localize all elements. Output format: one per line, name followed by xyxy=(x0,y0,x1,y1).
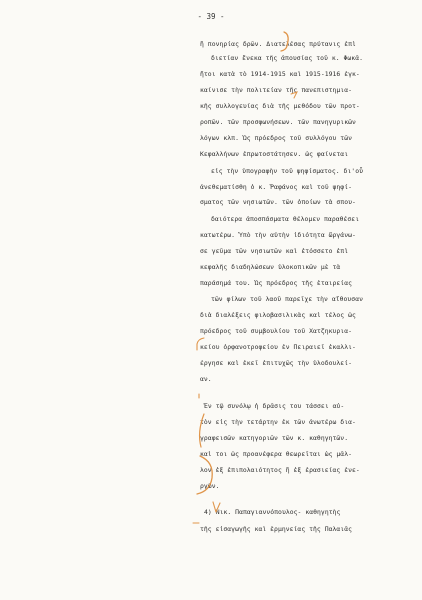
text-line-1: ἢ πονηρίας δρῶν. Διατελέσας πρύτανις ἐπὶ xyxy=(200,40,356,48)
text-line-18: διὰ διαλέξεις φιλοβασιλικὰς καὶ τέλος ὡς xyxy=(200,311,356,319)
text-line-26: καὶ τοι ὡς προανέφερα θεωρεῖται ὡς μᾶλ- xyxy=(200,450,353,458)
text-line-22: αν. xyxy=(200,375,212,383)
text-line-24: τὸν εἰς τὴν τετάρτην ἐκ τῶν ἀνωτέρω δια- xyxy=(200,418,356,426)
page-number: - 39 - xyxy=(197,12,225,21)
text-line-6: ροπῶν. τῶν προσφωνήσεων. τῶν πανηγυρικῶν xyxy=(200,118,356,126)
text-line-3: ἤτοι κατὰ τὸ 1914-1915 καὶ 1915-1916 ἐγκ- xyxy=(200,70,360,78)
text-line-2: διετίαν ἕνεκα τῆς ἀπουσίας τοῦ κ. Φωκᾶ. xyxy=(211,54,364,62)
text-line-5: κῆς συλλογευίας διὰ τῆς μεθόδου τῶν προτ- xyxy=(200,102,360,110)
text-line-14: σε γεῦμα τῶν νησιωτῶν καὶ ἐτόσσετο ἐπὶ xyxy=(200,247,349,255)
text-line-4: καίνισε τὴν πολιτείαν τῆς πανεπιστημια- xyxy=(200,86,353,94)
bracket-mark-bottom xyxy=(197,456,212,494)
arrow-mark xyxy=(213,502,220,512)
text-line-12: δαιότερα ἀποσπάσματα θέλομεν παραθέσει xyxy=(211,215,360,223)
tick-mark xyxy=(291,92,297,98)
text-line-9: εἰς τὴν ὑπογραφὴν τοῦ ψηφίσματος. δι'οὗ xyxy=(211,167,364,175)
text-line-11: σματος τῶν νησιωτῶν. τῶν ὁποίων τὰ σπου- xyxy=(200,198,356,206)
text-line-16: παράσημά του. Ὡς πρόεδρος τῆς ἑταιρείας xyxy=(200,279,353,287)
corner-mark-left xyxy=(197,338,204,350)
text-line-23: Ἐν τῷ συνόλῳ ἡ δρᾶσις του τάσσει αὐ- xyxy=(204,402,345,410)
bracket-mark-top xyxy=(281,32,288,51)
text-line-13: κατωτέρω. Ὑπὸ τὴν αὐτὴν ἰδιότητα ὤργάνω- xyxy=(200,231,356,239)
text-line-30: τῆς εἰσαγωγῆς καὶ ἑρμηνείας τῆς Παλαιᾶς xyxy=(200,525,353,533)
text-line-19: πρόεδρος τοῦ συμβουλίου τοῦ Χατζηκυρια- xyxy=(200,327,353,335)
text-line-27: λον ἐξ ἐπιπολαιότητος ἢ ἐξ ἐρασιείας ἐνε- xyxy=(200,466,360,474)
text-line-10: ἀνεθεματίσθη ὁ κ. Ῥαφάνος καὶ τοῦ ψηφί- xyxy=(200,183,353,191)
margin-curve-mark xyxy=(200,414,204,447)
text-line-28: ργῶν. xyxy=(200,482,220,490)
text-line-29: 4) Νικ. Παπαγιαννόπουλος- καθηγητὴς xyxy=(204,508,341,516)
text-line-25: γραφεισῶν κατηγοριῶν τῶν κ. καθηγητῶν. xyxy=(200,434,349,442)
text-line-20: κείου ὀρφανοτροφείου ἐν Πειραιεῖ ἐκαλλι- xyxy=(200,343,356,351)
text-line-21: έργησε καὶ ἐκεῖ ἐπιτυχῶς τὴν ὑλοδουλεί- xyxy=(200,359,353,367)
text-line-15: κεφαλῆς διαδηλώσεων ὑλοκοπικῶν μὲ τὰ xyxy=(200,263,341,271)
text-line-8: Κεφαλλήνων ἐπρωτοστάτησεν. ὡς φαίνεται xyxy=(200,150,349,158)
text-line-7: λόγων κλπ. Ὡς πρόεδρος τοῦ συλλόγου τῶν xyxy=(200,134,353,142)
text-line-17: τῶν φίλων τοῦ λαοῦ παρεῖχε τὴν αἴθουσαν xyxy=(211,295,364,303)
